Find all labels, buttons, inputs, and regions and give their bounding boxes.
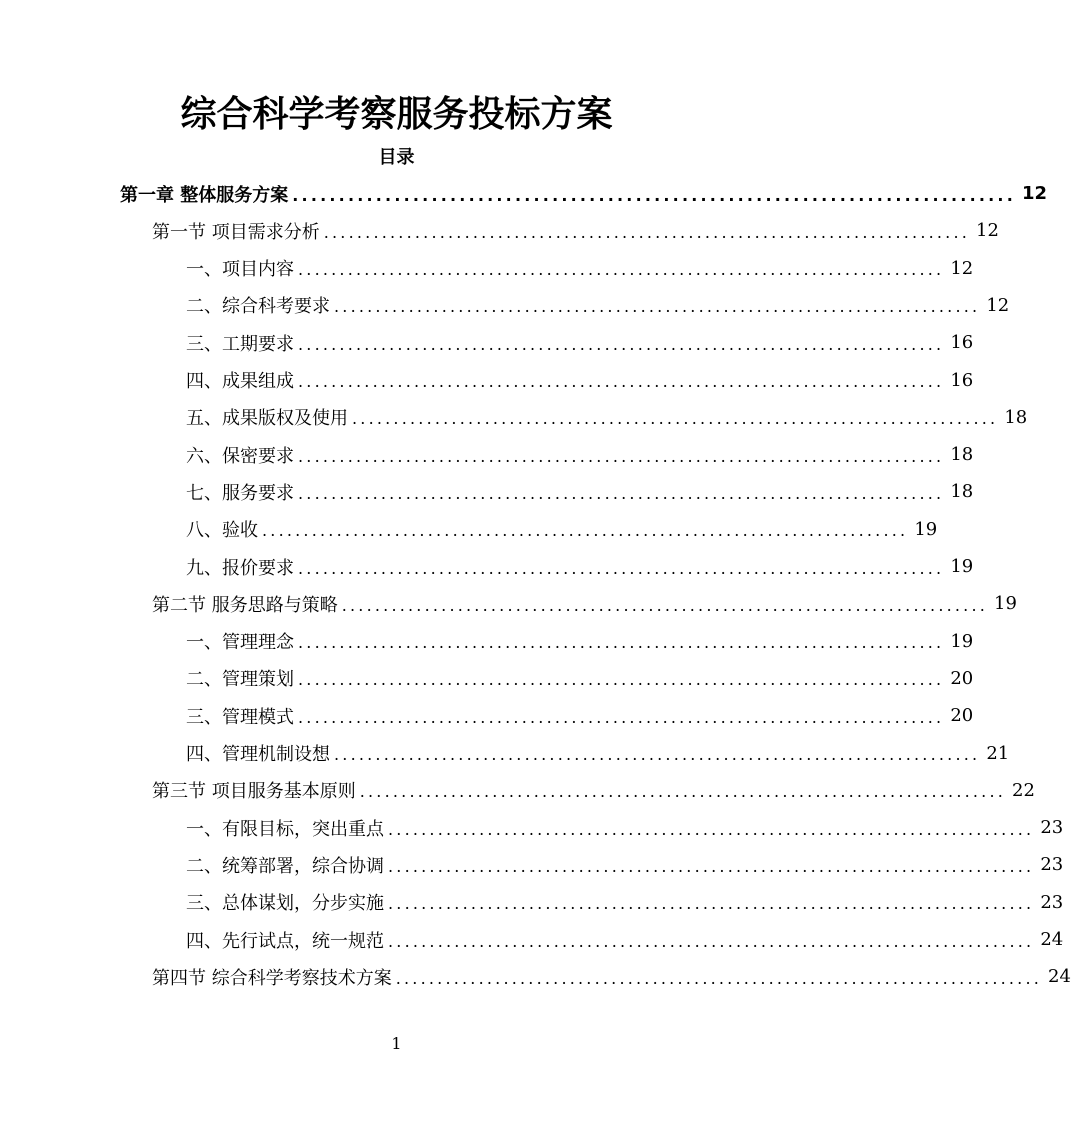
toc-entry-title: 三、工期要求 <box>186 333 294 355</box>
toc-entry-page: 18 <box>950 481 974 503</box>
toc-entry-page: 22 <box>1012 779 1035 801</box>
toc-entry-title: 第二节 服务思路与策略 <box>152 594 338 616</box>
toc-entry-page: 18 <box>1004 406 1028 428</box>
toc-entry-page: 23 <box>1040 891 1064 913</box>
toc-entry-title: 第三节 项目服务基本原则 <box>152 781 356 803</box>
toc-entry-title: 四、成果组成 <box>186 371 294 392</box>
toc-dot-leader: .............................................................................. <box>298 483 945 503</box>
toc-entry-title: 一、项目内容 <box>186 259 294 281</box>
toc-dot-leader: .............................................................................. <box>341 595 989 615</box>
toc-dot-leader: .............................................................................. <box>388 894 1035 914</box>
toc-dot-leader: .............................................................................. <box>334 297 981 317</box>
toc-entry[interactable] <box>186 473 974 510</box>
toc-dot-leader: .............................................................................. <box>298 670 945 690</box>
toc-entry-page: 19 <box>950 556 974 577</box>
toc-entry-title: 第一章 整体服务方案 <box>120 184 289 206</box>
toc-entry-page: 19 <box>994 593 1017 615</box>
toc-entry-title: 四、管理机制设想 <box>186 744 330 765</box>
toc-dot-leader: .............................................................................. <box>323 222 971 242</box>
toc-dot-leader: .............................................................................. <box>298 372 945 391</box>
toc-entry-title: 三、总体谋划，分步实施 <box>186 893 384 915</box>
toc-entry-page: 12 <box>950 257 974 279</box>
toc-entry[interactable] <box>186 921 1064 958</box>
toc-entry-page: 24 <box>1040 929 1064 950</box>
toc-entry[interactable] <box>186 697 974 734</box>
toc-dot-leader: .............................................................................. <box>298 260 945 280</box>
toc-dot-leader: .............................................................................. <box>298 633 945 653</box>
toc-dot-leader: .............................................................................. <box>388 931 1035 951</box>
toc-entry-page: 12 <box>976 220 999 242</box>
toc-entry-page: 20 <box>950 667 974 689</box>
toc-entry-title: 二、综合科考要求 <box>186 296 330 318</box>
toc-dot-leader: .............................................................................. <box>352 409 999 429</box>
toc-entry-title: 四、先行试点，统一规范 <box>186 930 384 952</box>
toc-entry[interactable] <box>186 287 1010 324</box>
toc-entry[interactable] <box>152 585 1017 622</box>
toc-entry[interactable] <box>186 735 1010 772</box>
toc-entry-page: 21 <box>986 742 1010 764</box>
toc-dot-leader: .............................................................................. <box>292 185 1016 205</box>
toc-entry-title: 二、管理策划 <box>186 669 294 691</box>
toc-entry-page: 12 <box>986 294 1010 316</box>
toc-entry-title: 第四节 综合科学考察技术方案 <box>152 967 392 989</box>
toc-entry-title: 六、保密要求 <box>186 445 294 467</box>
toc-entry-page: 19 <box>914 518 938 540</box>
toc-dot-leader: .............................................................................. <box>298 334 945 354</box>
toc-entry-page: 18 <box>950 444 974 466</box>
page-number: 1 <box>391 1034 402 1053</box>
toc-entry[interactable] <box>186 660 974 697</box>
toc-entry[interactable] <box>186 846 1064 883</box>
toc-entry[interactable] <box>186 548 974 585</box>
toc-entry[interactable] <box>152 772 1035 809</box>
toc-dot-leader: .............................................................................. <box>298 558 945 578</box>
toc-entry-page: 19 <box>950 630 974 652</box>
toc-entry[interactable] <box>186 250 974 287</box>
toc-dot-leader: .............................................................................. <box>388 856 1035 876</box>
toc-entry-title: 五、成果版权及使用 <box>186 408 348 430</box>
toc-entry-title: 八、验收 <box>186 520 258 542</box>
toc-entry[interactable] <box>186 511 938 548</box>
toc-entry-title: 一、管理理念 <box>186 632 294 654</box>
toc-dot-leader: .............................................................................. <box>298 446 945 466</box>
toc-entry-page: 16 <box>950 369 974 391</box>
toc-entry[interactable] <box>186 399 1028 436</box>
toc-entry-title: 七、服务要求 <box>186 482 294 504</box>
toc-dot-leader: .............................................................................. <box>262 521 909 541</box>
document-title: 综合科学考察服务投标方案 <box>180 94 613 135</box>
toc-dot-leader: .............................................................................. <box>395 968 1043 988</box>
toc-entry[interactable] <box>186 324 974 361</box>
toc-entry-title: 一、有限目标，突出重点 <box>186 818 384 840</box>
toc-entry[interactable] <box>152 212 999 249</box>
toc-entry[interactable] <box>152 958 1071 995</box>
toc-entry-title: 三、管理模式 <box>186 706 294 728</box>
toc-entry[interactable] <box>120 175 1048 212</box>
toc-dot-leader: .............................................................................. <box>334 745 981 764</box>
toc-entry[interactable] <box>186 623 974 660</box>
toc-entry-page: 23 <box>1040 817 1064 839</box>
toc-entry[interactable] <box>186 362 974 399</box>
toc-entry[interactable] <box>186 436 974 473</box>
toc-entry[interactable] <box>186 809 1064 846</box>
toc-entry-page: 12 <box>1021 183 1048 204</box>
toc-entry-title: 第一节 项目需求分析 <box>152 221 320 243</box>
toc-entry-page: 24 <box>1048 966 1071 988</box>
toc-dot-leader: .............................................................................. <box>298 707 945 727</box>
toc-entry-page: 20 <box>950 705 974 727</box>
toc-heading: 目录 <box>378 147 415 168</box>
toc-entry[interactable] <box>186 884 1064 921</box>
toc-entry-page: 16 <box>950 332 974 354</box>
toc-entry-page: 23 <box>1040 854 1064 876</box>
toc-dot-leader: .............................................................................. <box>359 782 1007 802</box>
toc-entry-title: 二、统筹部署，综合协调 <box>186 855 384 877</box>
toc-entry-title: 九、报价要求 <box>186 557 294 579</box>
toc-dot-leader: .............................................................................. <box>388 819 1035 839</box>
